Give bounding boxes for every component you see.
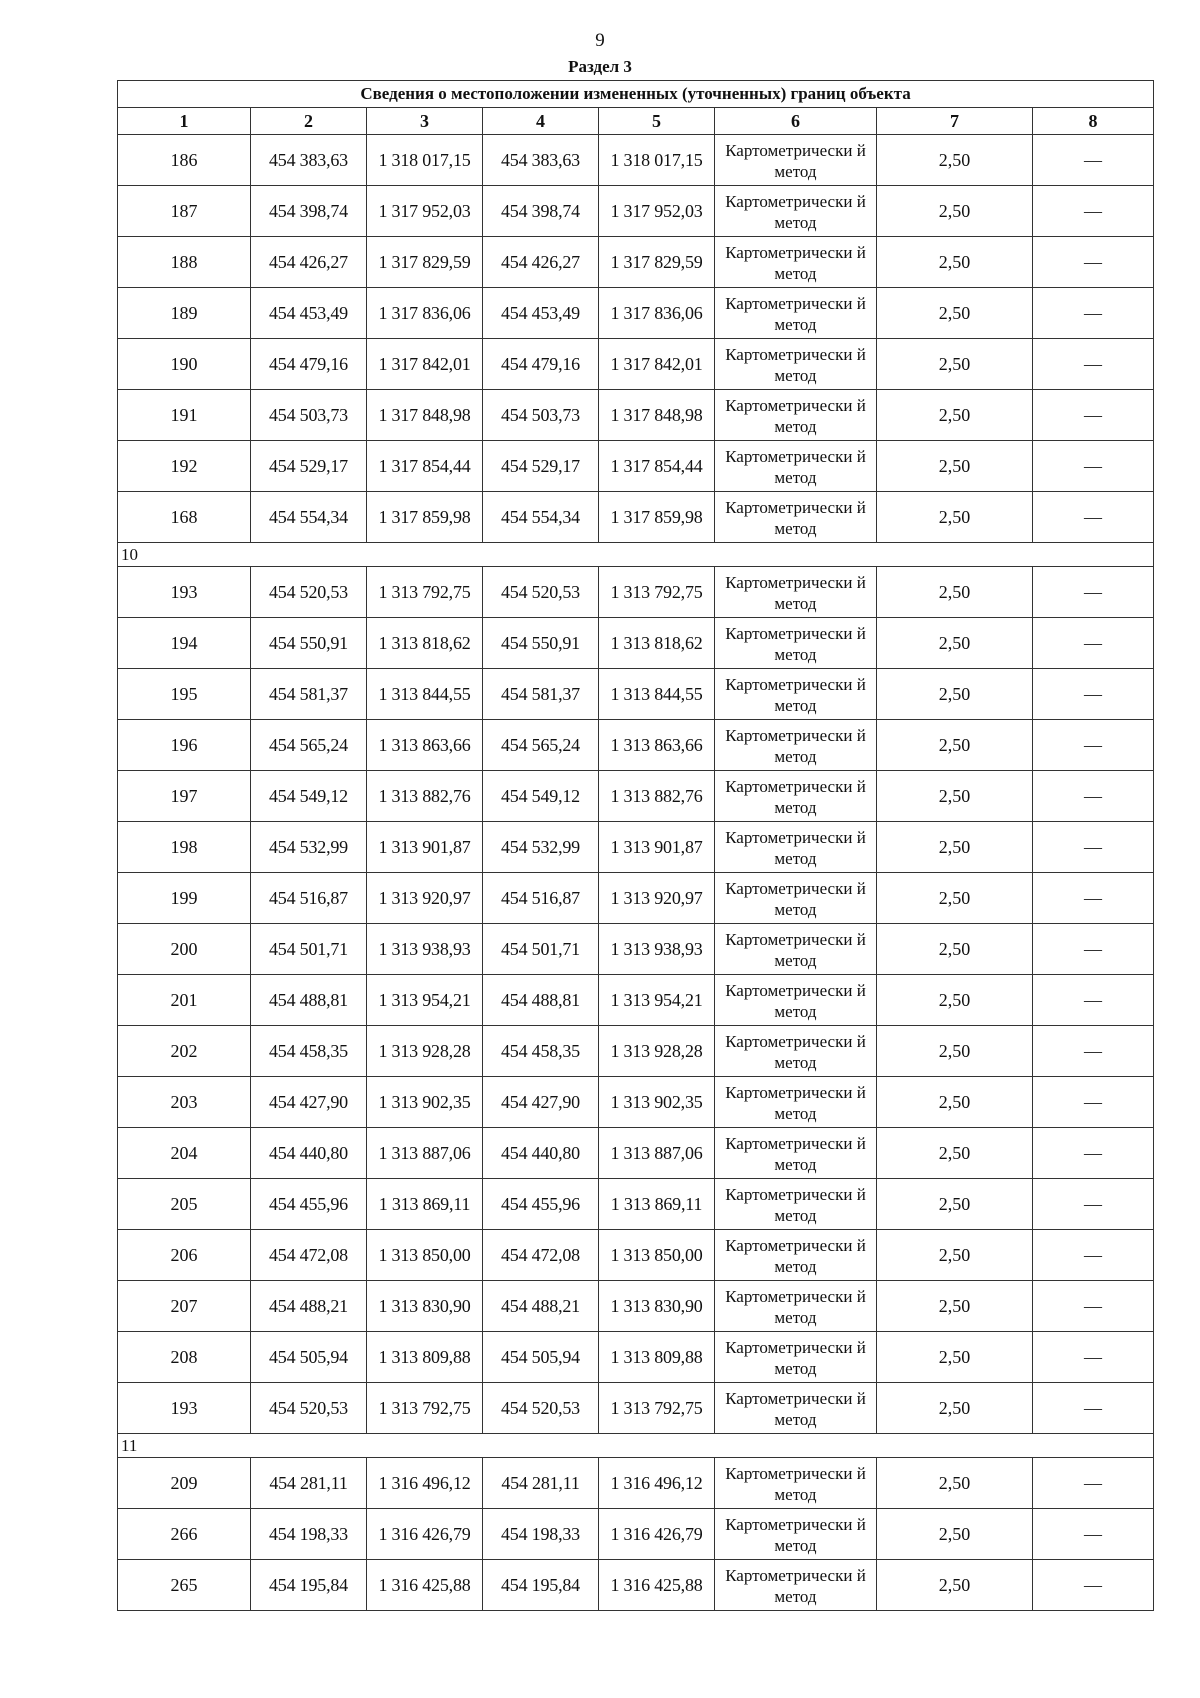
note-cell: — — [1033, 339, 1154, 390]
new-x-cell: 454 195,84 — [483, 1560, 599, 1611]
new-y-cell: 1 313 869,11 — [599, 1179, 715, 1230]
point-number-cell: 168 — [118, 492, 251, 543]
new-x-cell: 454 549,12 — [483, 771, 599, 822]
existing-x-cell: 454 550,91 — [251, 618, 367, 669]
new-x-cell: 454 503,73 — [483, 390, 599, 441]
point-number-cell: 199 — [118, 873, 251, 924]
new-x-cell: 454 383,63 — [483, 135, 599, 186]
note-cell: — — [1033, 567, 1154, 618]
new-y-cell: 1 316 496,12 — [599, 1458, 715, 1509]
existing-y-cell: 1 313 850,00 — [367, 1230, 483, 1281]
table-caption: Сведения о местоположении измененных (уточненных) границ объекта — [118, 81, 1154, 108]
note-cell: — — [1033, 492, 1154, 543]
existing-y-cell: 1 313 792,75 — [367, 1383, 483, 1434]
accuracy-cell: 2,50 — [877, 1026, 1033, 1077]
new-y-cell: 1 316 425,88 — [599, 1560, 715, 1611]
method-cell: Картометрически й метод — [715, 441, 877, 492]
existing-x-cell: 454 505,94 — [251, 1332, 367, 1383]
note-cell: — — [1033, 975, 1154, 1026]
method-cell: Картометрически й метод — [715, 771, 877, 822]
existing-y-cell: 1 313 844,55 — [367, 669, 483, 720]
contour-group-row — [118, 1434, 1154, 1458]
existing-x-cell: 454 427,90 — [251, 1077, 367, 1128]
accuracy-cell: 2,50 — [877, 1230, 1033, 1281]
new-x-cell: 454 455,96 — [483, 1179, 599, 1230]
new-x-cell: 454 505,94 — [483, 1332, 599, 1383]
existing-x-cell: 454 581,37 — [251, 669, 367, 720]
new-y-cell: 1 313 818,62 — [599, 618, 715, 669]
existing-x-cell: 454 520,53 — [251, 1383, 367, 1434]
point-number-cell: 204 — [118, 1128, 251, 1179]
new-y-cell: 1 313 844,55 — [599, 669, 715, 720]
accuracy-cell: 2,50 — [877, 873, 1033, 924]
note-cell: — — [1033, 873, 1154, 924]
new-x-cell: 454 453,49 — [483, 288, 599, 339]
existing-y-cell: 1 313 902,35 — [367, 1077, 483, 1128]
existing-x-cell: 454 565,24 — [251, 720, 367, 771]
column-number: 6 — [715, 108, 877, 135]
accuracy-cell: 2,50 — [877, 924, 1033, 975]
table-row — [118, 1281, 1154, 1332]
note-cell: — — [1033, 822, 1154, 873]
existing-x-cell: 454 516,87 — [251, 873, 367, 924]
table-row — [118, 1179, 1154, 1230]
accuracy-cell: 2,50 — [877, 1332, 1033, 1383]
existing-y-cell: 1 313 887,06 — [367, 1128, 483, 1179]
existing-y-cell: 1 317 859,98 — [367, 492, 483, 543]
new-y-cell: 1 313 792,75 — [599, 567, 715, 618]
existing-y-cell: 1 313 920,97 — [367, 873, 483, 924]
table-row — [118, 1383, 1154, 1434]
point-number-cell: 203 — [118, 1077, 251, 1128]
existing-y-cell: 1 318 017,15 — [367, 135, 483, 186]
existing-x-cell: 454 503,73 — [251, 390, 367, 441]
accuracy-cell: 2,50 — [877, 1458, 1033, 1509]
existing-x-cell: 454 455,96 — [251, 1179, 367, 1230]
existing-x-cell: 454 281,11 — [251, 1458, 367, 1509]
existing-y-cell: 1 313 863,66 — [367, 720, 483, 771]
point-number-cell: 206 — [118, 1230, 251, 1281]
new-x-cell: 454 520,53 — [483, 567, 599, 618]
accuracy-cell: 2,50 — [877, 1383, 1033, 1434]
column-number: 4 — [483, 108, 599, 135]
method-cell: Картометрически й метод — [715, 135, 877, 186]
point-number-cell: 209 — [118, 1458, 251, 1509]
note-cell: — — [1033, 1560, 1154, 1611]
note-cell: — — [1033, 288, 1154, 339]
accuracy-cell: 2,50 — [877, 1509, 1033, 1560]
new-x-cell: 454 554,34 — [483, 492, 599, 543]
method-cell: Картометрически й метод — [715, 1179, 877, 1230]
note-cell: — — [1033, 1026, 1154, 1077]
new-x-cell: 454 529,17 — [483, 441, 599, 492]
existing-y-cell: 1 313 792,75 — [367, 567, 483, 618]
section-title: Раздел 3 — [568, 57, 632, 76]
existing-x-cell: 454 488,21 — [251, 1281, 367, 1332]
existing-x-cell: 454 501,71 — [251, 924, 367, 975]
new-x-cell: 454 516,87 — [483, 873, 599, 924]
column-number: 3 — [367, 108, 483, 135]
table-row — [118, 1332, 1154, 1383]
accuracy-cell: 2,50 — [877, 1179, 1033, 1230]
method-cell: Картометрически й метод — [715, 1560, 877, 1611]
column-number: 1 — [118, 108, 251, 135]
method-cell: Картометрически й метод — [715, 1230, 877, 1281]
note-cell: — — [1033, 1458, 1154, 1509]
existing-y-cell: 1 317 848,98 — [367, 390, 483, 441]
table-row — [118, 669, 1154, 720]
accuracy-cell: 2,50 — [877, 1560, 1033, 1611]
method-cell: Картометрически й метод — [715, 669, 877, 720]
note-cell: — — [1033, 1077, 1154, 1128]
accuracy-cell: 2,50 — [877, 339, 1033, 390]
point-number-cell: 266 — [118, 1509, 251, 1560]
accuracy-cell: 2,50 — [877, 771, 1033, 822]
existing-x-cell: 454 426,27 — [251, 237, 367, 288]
point-number-cell: 208 — [118, 1332, 251, 1383]
existing-y-cell: 1 317 952,03 — [367, 186, 483, 237]
new-x-cell: 454 488,21 — [483, 1281, 599, 1332]
existing-x-cell: 454 195,84 — [251, 1560, 367, 1611]
accuracy-cell: 2,50 — [877, 975, 1033, 1026]
new-x-cell: 454 479,16 — [483, 339, 599, 390]
method-cell: Картометрически й метод — [715, 1026, 877, 1077]
table-row — [118, 441, 1154, 492]
point-number-cell: 202 — [118, 1026, 251, 1077]
existing-x-cell: 454 198,33 — [251, 1509, 367, 1560]
note-cell: — — [1033, 720, 1154, 771]
new-x-cell: 454 472,08 — [483, 1230, 599, 1281]
note-cell: — — [1033, 771, 1154, 822]
method-cell: Картометрически й метод — [715, 618, 877, 669]
new-x-cell: 454 581,37 — [483, 669, 599, 720]
note-cell: — — [1033, 390, 1154, 441]
note-cell: — — [1033, 1179, 1154, 1230]
note-cell: — — [1033, 1230, 1154, 1281]
method-cell: Картометрически й метод — [715, 720, 877, 771]
existing-x-cell: 454 472,08 — [251, 1230, 367, 1281]
method-cell: Картометрически й метод — [715, 1332, 877, 1383]
note-cell: — — [1033, 618, 1154, 669]
point-number-cell: 205 — [118, 1179, 251, 1230]
method-cell: Картометрически й метод — [715, 1383, 877, 1434]
method-cell: Картометрически й метод — [715, 1077, 877, 1128]
point-number-cell: 187 — [118, 186, 251, 237]
note-cell: — — [1033, 1509, 1154, 1560]
new-x-cell: 454 427,90 — [483, 1077, 599, 1128]
note-cell: — — [1033, 1128, 1154, 1179]
table-row — [118, 1077, 1154, 1128]
new-x-cell: 454 520,53 — [483, 1383, 599, 1434]
new-y-cell: 1 313 792,75 — [599, 1383, 715, 1434]
boundary-coordinates-table — [117, 80, 1154, 1611]
method-cell: Картометрически й метод — [715, 237, 877, 288]
existing-y-cell: 1 313 901,87 — [367, 822, 483, 873]
existing-y-cell: 1 316 426,79 — [367, 1509, 483, 1560]
existing-y-cell: 1 317 854,44 — [367, 441, 483, 492]
new-x-cell: 454 398,74 — [483, 186, 599, 237]
point-number-cell: 193 — [118, 1383, 251, 1434]
note-cell: — — [1033, 1281, 1154, 1332]
new-x-cell: 454 501,71 — [483, 924, 599, 975]
point-number-cell: 191 — [118, 390, 251, 441]
method-cell: Картометрически й метод — [715, 186, 877, 237]
accuracy-cell: 2,50 — [877, 441, 1033, 492]
table-row — [118, 288, 1154, 339]
accuracy-cell: 2,50 — [877, 1281, 1033, 1332]
column-number: 8 — [1033, 108, 1154, 135]
table-row — [118, 1128, 1154, 1179]
new-y-cell: 1 313 928,28 — [599, 1026, 715, 1077]
table-row — [118, 924, 1154, 975]
existing-y-cell: 1 313 928,28 — [367, 1026, 483, 1077]
table-row — [118, 237, 1154, 288]
accuracy-cell: 2,50 — [877, 288, 1033, 339]
new-y-cell: 1 317 848,98 — [599, 390, 715, 441]
table-row — [118, 390, 1154, 441]
new-x-cell: 454 550,91 — [483, 618, 599, 669]
existing-y-cell: 1 316 496,12 — [367, 1458, 483, 1509]
method-cell: Картометрически й метод — [715, 339, 877, 390]
note-cell: — — [1033, 441, 1154, 492]
note-cell: — — [1033, 1332, 1154, 1383]
new-y-cell: 1 317 829,59 — [599, 237, 715, 288]
accuracy-cell: 2,50 — [877, 618, 1033, 669]
accuracy-cell: 2,50 — [877, 1077, 1033, 1128]
table-row — [118, 975, 1154, 1026]
page-number: 9 — [595, 30, 605, 51]
method-cell: Картометрически й метод — [715, 1509, 877, 1560]
table-row — [118, 1230, 1154, 1281]
table-row — [118, 339, 1154, 390]
contour-number: 11 — [118, 1434, 1154, 1458]
table-row — [118, 618, 1154, 669]
existing-x-cell: 454 479,16 — [251, 339, 367, 390]
new-x-cell: 454 198,33 — [483, 1509, 599, 1560]
table-row — [118, 1026, 1154, 1077]
new-y-cell: 1 318 017,15 — [599, 135, 715, 186]
column-number: 2 — [251, 108, 367, 135]
column-number: 5 — [599, 108, 715, 135]
new-y-cell: 1 313 863,66 — [599, 720, 715, 771]
point-number-cell: 188 — [118, 237, 251, 288]
existing-x-cell: 454 488,81 — [251, 975, 367, 1026]
note-cell: — — [1033, 924, 1154, 975]
method-cell: Картометрически й метод — [715, 1458, 877, 1509]
method-cell: Картометрически й метод — [715, 822, 877, 873]
new-y-cell: 1 317 854,44 — [599, 441, 715, 492]
new-y-cell: 1 313 902,35 — [599, 1077, 715, 1128]
new-x-cell: 454 458,35 — [483, 1026, 599, 1077]
existing-y-cell: 1 317 829,59 — [367, 237, 483, 288]
note-cell: — — [1033, 186, 1154, 237]
point-number-cell: 195 — [118, 669, 251, 720]
table-row — [118, 135, 1154, 186]
point-number-cell: 194 — [118, 618, 251, 669]
table-row — [118, 1509, 1154, 1560]
existing-x-cell: 454 532,99 — [251, 822, 367, 873]
existing-x-cell: 454 398,74 — [251, 186, 367, 237]
contour-number: 10 — [118, 543, 1154, 567]
accuracy-cell: 2,50 — [877, 135, 1033, 186]
new-y-cell: 1 313 809,88 — [599, 1332, 715, 1383]
new-x-cell: 454 440,80 — [483, 1128, 599, 1179]
point-number-cell: 190 — [118, 339, 251, 390]
point-number-cell: 201 — [118, 975, 251, 1026]
note-cell: — — [1033, 1383, 1154, 1434]
existing-y-cell: 1 316 425,88 — [367, 1560, 483, 1611]
new-y-cell: 1 317 836,06 — [599, 288, 715, 339]
new-y-cell: 1 313 887,06 — [599, 1128, 715, 1179]
existing-x-cell: 454 520,53 — [251, 567, 367, 618]
existing-x-cell: 454 549,12 — [251, 771, 367, 822]
accuracy-cell: 2,50 — [877, 720, 1033, 771]
table-row — [118, 873, 1154, 924]
method-cell: Картометрически й метод — [715, 975, 877, 1026]
point-number-cell: 207 — [118, 1281, 251, 1332]
new-y-cell: 1 313 920,97 — [599, 873, 715, 924]
new-x-cell: 454 488,81 — [483, 975, 599, 1026]
new-x-cell: 454 565,24 — [483, 720, 599, 771]
point-number-cell: 198 — [118, 822, 251, 873]
point-number-cell: 196 — [118, 720, 251, 771]
new-y-cell: 1 317 952,03 — [599, 186, 715, 237]
accuracy-cell: 2,50 — [877, 1128, 1033, 1179]
note-cell: — — [1033, 669, 1154, 720]
table-row — [118, 1560, 1154, 1611]
accuracy-cell: 2,50 — [877, 492, 1033, 543]
existing-x-cell: 454 383,63 — [251, 135, 367, 186]
method-cell: Картометрически й метод — [715, 492, 877, 543]
existing-x-cell: 454 440,80 — [251, 1128, 367, 1179]
existing-x-cell: 454 529,17 — [251, 441, 367, 492]
method-cell: Картометрически й метод — [715, 1281, 877, 1332]
point-number-cell: 192 — [118, 441, 251, 492]
new-y-cell: 1 313 938,93 — [599, 924, 715, 975]
table-row — [118, 567, 1154, 618]
contour-group-row — [118, 543, 1154, 567]
existing-y-cell: 1 313 818,62 — [367, 618, 483, 669]
existing-y-cell: 1 313 809,88 — [367, 1332, 483, 1383]
table-row — [118, 186, 1154, 237]
table-row — [118, 771, 1154, 822]
existing-y-cell: 1 313 954,21 — [367, 975, 483, 1026]
accuracy-cell: 2,50 — [877, 567, 1033, 618]
existing-x-cell: 454 453,49 — [251, 288, 367, 339]
method-cell: Картометрически й метод — [715, 288, 877, 339]
accuracy-cell: 2,50 — [877, 186, 1033, 237]
method-cell: Картометрически й метод — [715, 873, 877, 924]
point-number-cell: 200 — [118, 924, 251, 975]
existing-y-cell: 1 317 842,01 — [367, 339, 483, 390]
new-y-cell: 1 313 882,76 — [599, 771, 715, 822]
table-row — [118, 1458, 1154, 1509]
point-number-cell: 265 — [118, 1560, 251, 1611]
point-number-cell: 197 — [118, 771, 251, 822]
existing-y-cell: 1 313 869,11 — [367, 1179, 483, 1230]
note-cell: — — [1033, 237, 1154, 288]
table-body — [118, 135, 1154, 1611]
existing-y-cell: 1 313 882,76 — [367, 771, 483, 822]
accuracy-cell: 2,50 — [877, 390, 1033, 441]
new-y-cell: 1 316 426,79 — [599, 1509, 715, 1560]
column-number: 7 — [877, 108, 1033, 135]
table-row — [118, 822, 1154, 873]
accuracy-cell: 2,50 — [877, 669, 1033, 720]
method-cell: Картометрически й метод — [715, 924, 877, 975]
point-number-cell: 186 — [118, 135, 251, 186]
point-number-cell: 189 — [118, 288, 251, 339]
column-number-row — [118, 108, 1154, 135]
new-y-cell: 1 313 830,90 — [599, 1281, 715, 1332]
new-y-cell: 1 317 842,01 — [599, 339, 715, 390]
new-y-cell: 1 317 859,98 — [599, 492, 715, 543]
method-cell: Картометрически й метод — [715, 1128, 877, 1179]
new-y-cell: 1 313 850,00 — [599, 1230, 715, 1281]
existing-x-cell: 454 554,34 — [251, 492, 367, 543]
method-cell: Картометрически й метод — [715, 390, 877, 441]
method-cell: Картометрически й метод — [715, 567, 877, 618]
accuracy-cell: 2,50 — [877, 822, 1033, 873]
existing-x-cell: 454 458,35 — [251, 1026, 367, 1077]
existing-y-cell: 1 313 938,93 — [367, 924, 483, 975]
new-x-cell: 454 426,27 — [483, 237, 599, 288]
new-y-cell: 1 313 954,21 — [599, 975, 715, 1026]
table-row — [118, 720, 1154, 771]
new-x-cell: 454 281,11 — [483, 1458, 599, 1509]
new-x-cell: 454 532,99 — [483, 822, 599, 873]
table-row — [118, 492, 1154, 543]
existing-y-cell: 1 317 836,06 — [367, 288, 483, 339]
point-number-cell: 193 — [118, 567, 251, 618]
new-y-cell: 1 313 901,87 — [599, 822, 715, 873]
note-cell: — — [1033, 135, 1154, 186]
accuracy-cell: 2,50 — [877, 237, 1033, 288]
existing-y-cell: 1 313 830,90 — [367, 1281, 483, 1332]
